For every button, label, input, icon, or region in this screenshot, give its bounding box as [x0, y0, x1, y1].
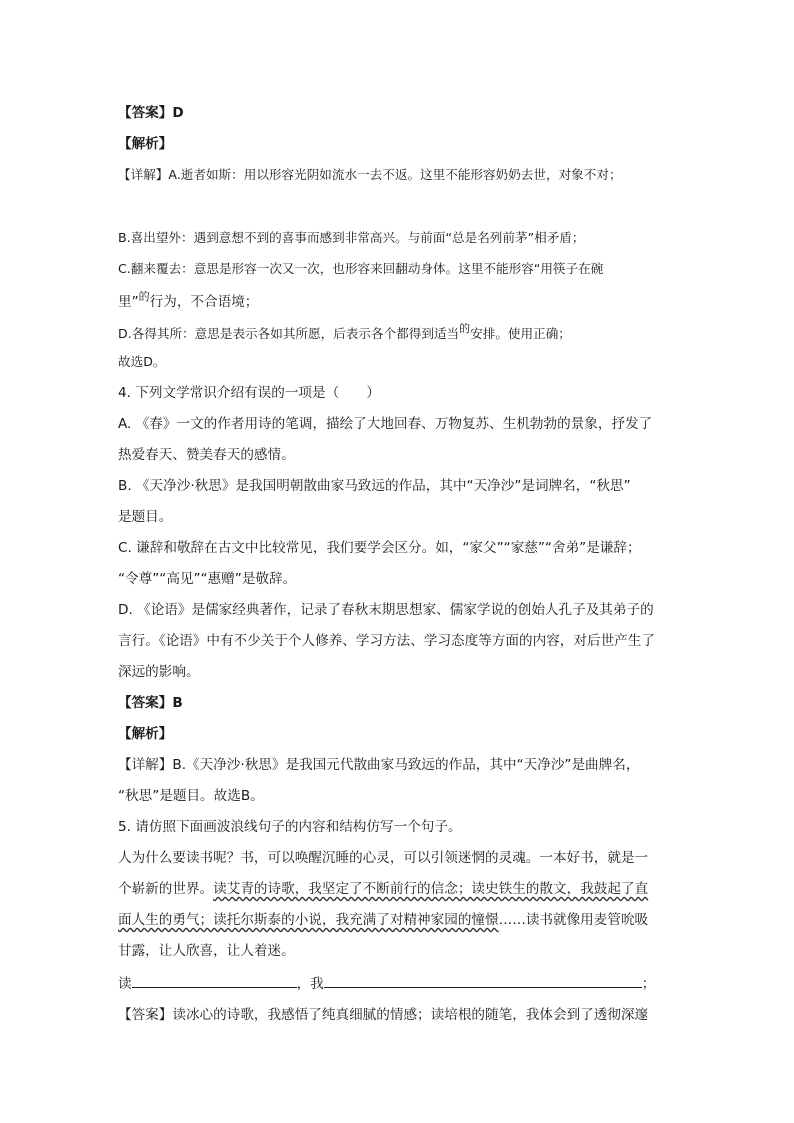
- detail-q4: 【详解】B.《天净沙·秋思》是我国元代散曲家马致远的作品，其中“天净沙”是曲牌名，: [118, 757, 640, 773]
- q4-option-d-cont: 言行。《论语》中有不少关于个人修养、学习方法、学习态度等方面的内容，对后世产生了: [118, 633, 655, 649]
- fill-in-line: [118, 973, 655, 994]
- answer-blank[interactable]: [132, 973, 297, 988]
- q4-option-c: C. 谦辞和敬辞在古文中比较常见，我们要学会区分。如，“家父”“家慈”“舍弟”是谦辞；: [118, 540, 641, 556]
- text-segment: ；: [641, 976, 656, 992]
- wavy-underlined-sentence: 读艾青的诗歌，我坚定了不断前行的信念；读史铁生的散文，我鼓起了直: [213, 881, 649, 897]
- q4-option-d-cont2: 深远的影响。: [118, 664, 200, 680]
- detail-option-b: B.喜出望外：遇到意想不到的喜事而感到非常高兴。与前面“总是名列前茅”相矛盾；: [118, 230, 585, 245]
- q4-option-c-cont: “令尊”“高见”“惠赠”是敬辞。: [118, 571, 297, 587]
- detail-q4-cont: “秋思”是题目。故选B。: [118, 788, 264, 804]
- question-4: 4. 下列文学常识介绍有误的一项是（ ）: [118, 385, 380, 401]
- answer-label: 【答案】D: [118, 105, 184, 121]
- passage-line-3: [118, 910, 648, 930]
- text-segment: D.各得其所：意思是表示各如其所愿，后表示各个都得到适当: [118, 326, 460, 341]
- wavy-underlined-sentence: 面人生的勇气；读托尔斯泰的小说，我充满了对精神家园的憧憬: [118, 912, 499, 928]
- passage-line-4: 甘露，让人欣喜，让人着迷。: [118, 943, 295, 959]
- text-segment: 行为，不合语境；: [149, 294, 259, 310]
- detail-option-a: 【详解】A.逝者如斯：用以形容光阴如流水一去不返。这里不能形容奶奶去世，对象不对；: [118, 167, 622, 182]
- text-segment: 读: [118, 976, 132, 992]
- answer-q5: 【答案】读冰心的诗歌，我感悟了纯真细腻的情感；读培根的随笔，我体会到了透彻深邃: [118, 1007, 649, 1023]
- conclusion-line: 故选D。: [118, 354, 166, 369]
- text-segment: ，我: [296, 976, 324, 992]
- detail-option-c: C.翻来覆去：意思是形容一次又一次，也形容来回翻动身体。这里不能形容“用筷子在碗: [118, 261, 604, 276]
- text-segment: ……读书就像用麦管吮吸: [498, 912, 649, 928]
- answer-label: 【答案】B: [118, 695, 183, 711]
- text-segment: 的: [138, 290, 150, 303]
- detail-option-d: [118, 324, 571, 345]
- q4-option-b-cont: 是题目。: [118, 509, 173, 525]
- q4-option-a: A. 《春》一文的作者用诗的笔调，描绘了大地回春、万物复苏、生机勃勃的景象，抒发了: [118, 416, 653, 432]
- q4-option-b: B. 《天净沙·秋思》是我国明朝散曲家马致远的作品，其中“天净沙”是词牌名，“秋思”: [118, 478, 631, 494]
- detail-option-c-cont: [118, 292, 258, 313]
- text-segment: 里”: [118, 294, 139, 310]
- passage-line-2: [118, 879, 648, 899]
- text-segment: 安排。使用正确；: [470, 326, 571, 341]
- passage-line-1: 人为什么要读书呢？书，可以唤醒沉睡的心灵，可以引领迷惘的灵魂。一本好书，就是一: [118, 850, 649, 866]
- text-segment: 的: [459, 322, 471, 335]
- q4-option-d: D. 《论语》是儒家经典著作，记录了春秋末期思想家、儒家学说的创始人孔子及其弟子的: [118, 602, 654, 618]
- question-5: 5. 请仿照下面画波浪线句子的内容和结构仿写一个句子。: [118, 819, 462, 835]
- analysis-label: 【解析】: [118, 136, 173, 152]
- text-segment: 个崭新的世界。: [118, 881, 214, 897]
- q4-option-a-cont: 热爱春天、赞美春天的感情。: [118, 447, 295, 463]
- analysis-label: 【解析】: [118, 726, 173, 742]
- answer-blank[interactable]: [324, 973, 642, 988]
